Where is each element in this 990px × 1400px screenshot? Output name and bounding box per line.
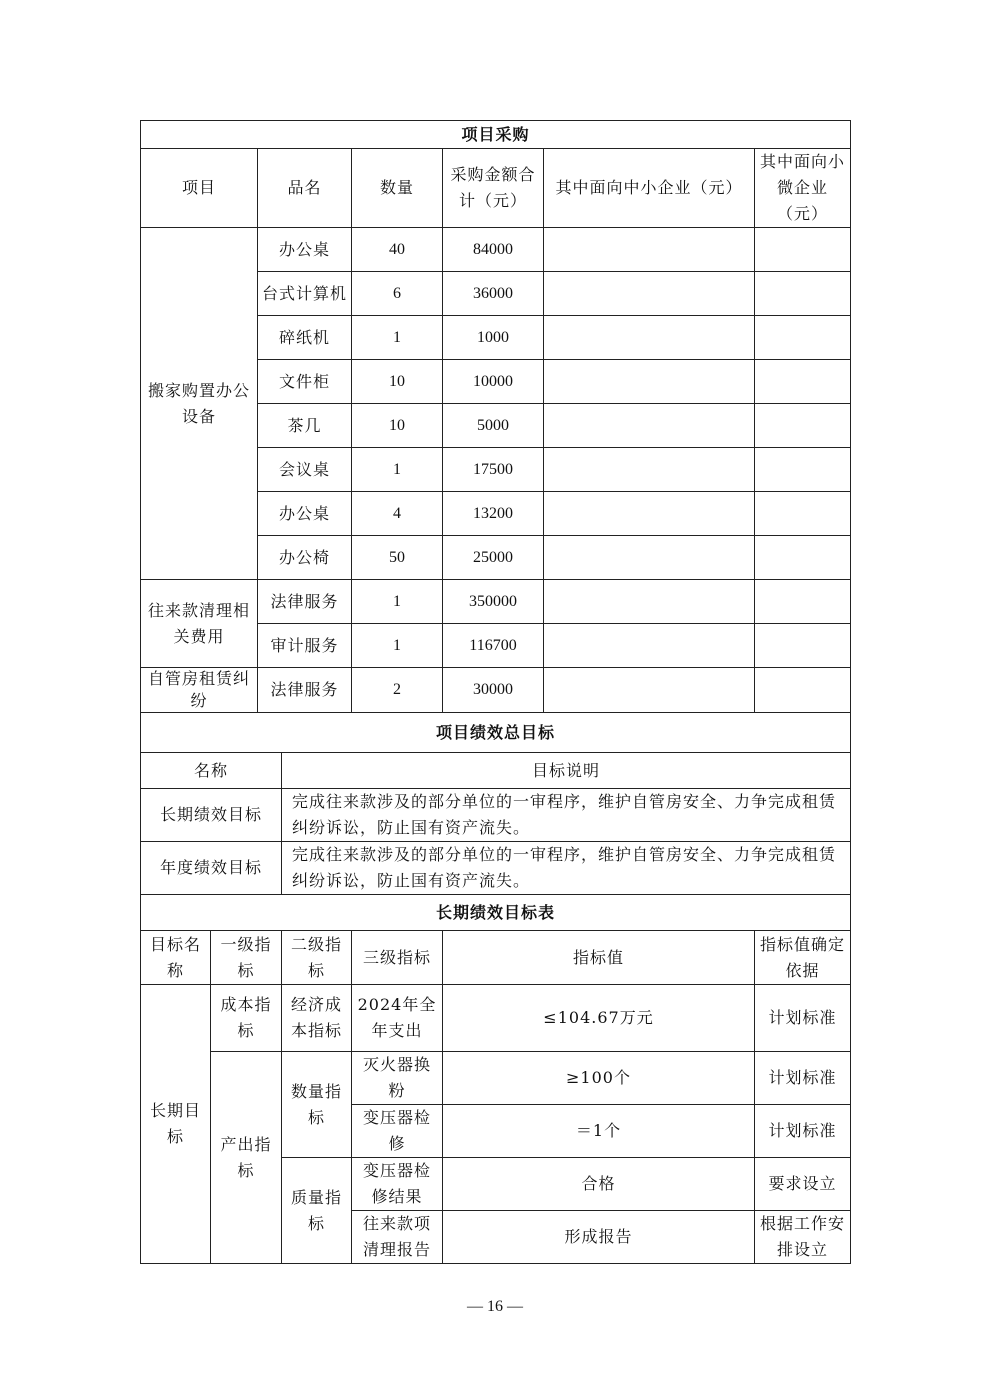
- level2-quantity: 数量指标: [282, 1052, 352, 1158]
- level3-indicator: 2024年全年支出: [352, 985, 443, 1052]
- item-amount: 30000: [443, 668, 544, 713]
- long-term-goals-table: [140, 894, 851, 1264]
- item-amount: 13200: [443, 492, 544, 536]
- item-sme: [544, 316, 755, 360]
- item-micro: [755, 404, 851, 448]
- item-qty: 1: [352, 580, 443, 624]
- item-name: 茶几: [258, 404, 352, 448]
- item-qty: 1: [352, 316, 443, 360]
- header-value: 指标值: [443, 931, 755, 985]
- section-title-overall-goals: 项目绩效总目标: [141, 713, 851, 753]
- header-quantity: 数量: [352, 149, 443, 228]
- item-micro: [755, 536, 851, 580]
- item-name: 办公桌: [258, 492, 352, 536]
- level2-economic-cost: 经济成本指标: [282, 985, 352, 1052]
- item-sme: [544, 580, 755, 624]
- document-page: [140, 120, 850, 1264]
- item-sme: [544, 272, 755, 316]
- header-micro: 其中面向小微企业（元）: [755, 149, 851, 228]
- item-sme: [544, 228, 755, 272]
- header-goal-desc: 目标说明: [282, 753, 851, 789]
- indicator-value: ＝1个: [443, 1105, 755, 1158]
- level3-indicator: 灭火器换粉: [352, 1052, 443, 1105]
- item-micro: [755, 668, 851, 713]
- header-goal-name: 名称: [141, 753, 282, 789]
- item-sme: [544, 492, 755, 536]
- item-name: 法律服务: [258, 668, 352, 713]
- section-title-procurement: 项目采购: [141, 121, 851, 149]
- item-qty: 1: [352, 624, 443, 668]
- item-sme: [544, 448, 755, 492]
- item-sme: [544, 404, 755, 448]
- target-name: 长期目标: [141, 985, 211, 1264]
- header-basis: 指标值确定依据: [755, 931, 851, 985]
- item-qty: 50: [352, 536, 443, 580]
- goal-desc: 完成往来款涉及的部分单位的一审程序，维护自管房安全、力争完成租赁纠纷诉讼，防止国有资产流失。: [282, 789, 851, 842]
- project-cell: 自管房租赁纠纷: [141, 668, 258, 713]
- indicator-basis: 根据工作安排设立: [755, 1211, 851, 1264]
- project-cell: 搬家购置办公设备: [141, 228, 258, 580]
- item-qty: 6: [352, 272, 443, 316]
- item-micro: [755, 316, 851, 360]
- item-micro: [755, 228, 851, 272]
- header-level1: 一级指标: [211, 931, 282, 985]
- level3-indicator: 变压器检修: [352, 1105, 443, 1158]
- project-cell: 往来款清理相关费用: [141, 580, 258, 668]
- header-project: 项目: [141, 149, 258, 228]
- item-amount: 10000: [443, 360, 544, 404]
- item-micro: [755, 492, 851, 536]
- item-name: 法律服务: [258, 580, 352, 624]
- item-amount: 36000: [443, 272, 544, 316]
- indicator-basis: 要求设立: [755, 1158, 851, 1211]
- item-name: 办公桌: [258, 228, 352, 272]
- goal-desc: 完成往来款涉及的部分单位的一审程序，维护自管房安全、力争完成租赁纠纷诉讼，防止国有资产流失。: [282, 842, 851, 895]
- item-name: 碎纸机: [258, 316, 352, 360]
- level3-indicator: 往来款项清理报告: [352, 1211, 443, 1264]
- indicator-value: 形成报告: [443, 1211, 755, 1264]
- item-qty: 1: [352, 448, 443, 492]
- header-level2: 二级指标: [282, 931, 352, 985]
- header-sme: 其中面向中小企业（元）: [544, 149, 755, 228]
- page-number: — 16 —: [467, 1298, 523, 1315]
- item-name: 办公椅: [258, 536, 352, 580]
- item-qty: 10: [352, 404, 443, 448]
- item-micro: [755, 360, 851, 404]
- item-qty: 10: [352, 360, 443, 404]
- item-name: 文件柜: [258, 360, 352, 404]
- section-title-long-term: 长期绩效目标表: [141, 895, 851, 931]
- item-sme: [544, 668, 755, 713]
- item-name: 审计服务: [258, 624, 352, 668]
- item-sme: [544, 624, 755, 668]
- procurement-table: [140, 120, 851, 713]
- level3-indicator: 变压器检修结果: [352, 1158, 443, 1211]
- goal-name: 长期绩效目标: [141, 789, 282, 842]
- indicator-basis: 计划标准: [755, 1105, 851, 1158]
- item-amount: 350000: [443, 580, 544, 624]
- overall-goals-table: [140, 712, 851, 895]
- item-name: 台式计算机: [258, 272, 352, 316]
- item-qty: 40: [352, 228, 443, 272]
- item-amount: 25000: [443, 536, 544, 580]
- item-amount: 5000: [443, 404, 544, 448]
- item-sme: [544, 360, 755, 404]
- item-amount: 84000: [443, 228, 544, 272]
- item-amount: 1000: [443, 316, 544, 360]
- item-micro: [755, 448, 851, 492]
- indicator-basis: 计划标准: [755, 985, 851, 1052]
- header-level3: 三级指标: [352, 931, 443, 985]
- item-micro: [755, 580, 851, 624]
- item-amount: 116700: [443, 624, 544, 668]
- header-target-name: 目标名称: [141, 931, 211, 985]
- indicator-value: 合格: [443, 1158, 755, 1211]
- level1-output: 产出指标: [211, 1052, 282, 1264]
- level2-quality: 质量指标: [282, 1158, 352, 1264]
- header-item-name: 品名: [258, 149, 352, 228]
- indicator-basis: 计划标准: [755, 1052, 851, 1105]
- item-name: 会议桌: [258, 448, 352, 492]
- indicator-value: ≥100个: [443, 1052, 755, 1105]
- item-qty: 4: [352, 492, 443, 536]
- item-qty: 2: [352, 668, 443, 713]
- item-micro: [755, 624, 851, 668]
- item-sme: [544, 536, 755, 580]
- item-micro: [755, 272, 851, 316]
- item-amount: 17500: [443, 448, 544, 492]
- indicator-value: ≤104.67万元: [443, 985, 755, 1052]
- header-amount: 采购金额合计（元）: [443, 149, 544, 228]
- level1-cost: 成本指标: [211, 985, 282, 1052]
- goal-name: 年度绩效目标: [141, 842, 282, 895]
